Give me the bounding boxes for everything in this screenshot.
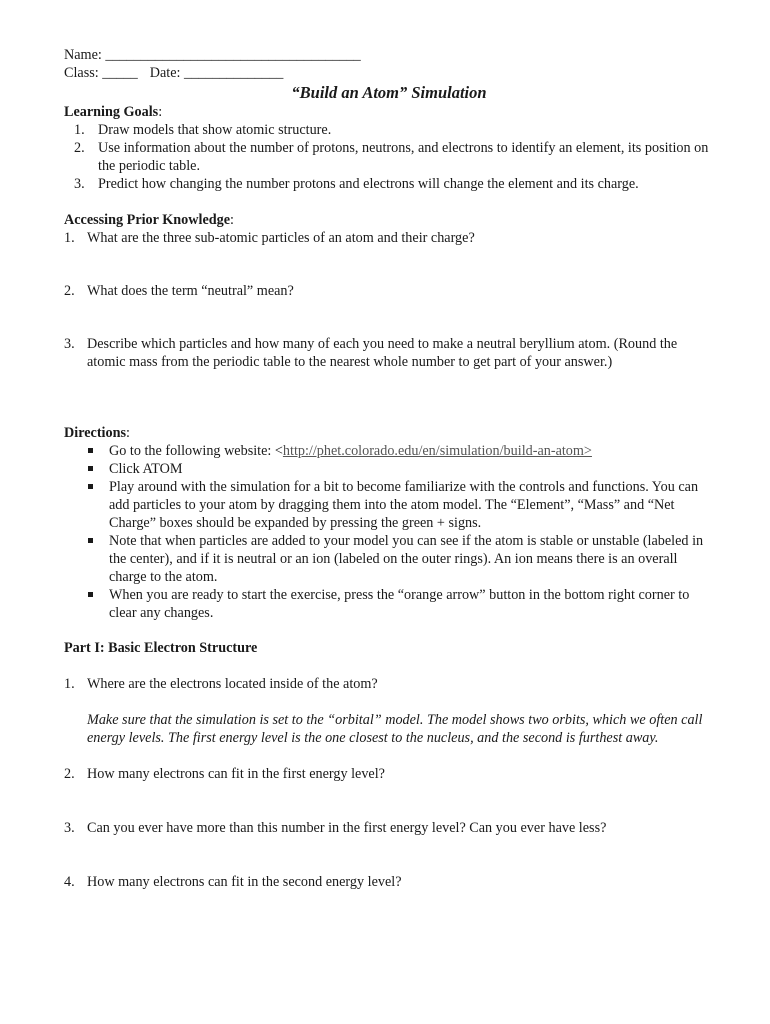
directions-heading — [64, 424, 714, 442]
part1-question-3 — [64, 819, 714, 837]
question-text: How many electrons can fit in the second energy level? — [87, 874, 402, 890]
question-number: 1. — [64, 230, 75, 246]
direction-item — [64, 442, 714, 460]
prior-question-1 — [64, 229, 714, 247]
learning-goal-item — [64, 121, 714, 139]
learning-goals-colon: : — [158, 104, 163, 120]
bullet-square-icon — [88, 538, 93, 543]
learning-goals-list — [64, 121, 714, 193]
question-text: What does the term “neutral” mean? — [87, 283, 294, 299]
class-date-line — [64, 64, 714, 82]
direction-item — [64, 460, 714, 478]
question-number: 3. — [64, 820, 75, 836]
date-blank: ______________ — [183, 65, 284, 81]
name-line — [64, 46, 714, 64]
page-title: “Build an Atom” Simulation — [291, 83, 487, 102]
goal-text: Predict how changing the number protons and electrons will change the element and its charge. — [98, 176, 639, 192]
bullet-square-icon — [88, 448, 93, 453]
class-label: Class: — [64, 65, 103, 81]
goal-text: Use information about the number of protons, neutrons, and electrons to identify an element, its position on the periodic table. — [98, 140, 709, 174]
prior-knowledge-heading-text: Accessing Prior Knowledge — [64, 212, 231, 228]
direction-text: When you are ready to start the exercise, press the “orange arrow” button in the bottom right corner to clear any changes. — [109, 587, 690, 621]
part1-heading-text: Part I: Basic Electron Structure — [64, 640, 258, 656]
question-text: Can you ever have more than this number in the first energy level? Can you ever have less? — [87, 820, 607, 836]
question-number: 1. — [64, 676, 75, 692]
question-text: Where are the electrons located inside of the atom? — [87, 676, 378, 692]
goal-number: 2. — [74, 140, 85, 156]
phet-website-link[interactable]: http://phet.colorado.edu/en/simulation/build-an-atom> — [282, 443, 592, 459]
prior-knowledge-heading — [64, 211, 714, 229]
part1-question-2 — [64, 765, 714, 783]
orbital-model-note: Make sure that the simulation is set to the “orbital” model. The model shows two orbits, which we often call energy levels. The first energy level is the one closest to the nucleus, and the second is furthest away. — [87, 712, 703, 746]
goal-text: Draw models that show atomic structure. — [98, 122, 332, 138]
name-label: Name: — [64, 47, 106, 63]
date-label: Date: — [149, 65, 184, 81]
prior-question-2 — [64, 282, 714, 300]
direction-text: Play around with the simulation for a bit to become familiarize with the controls and functions. You can add particles to your atom by dragging them into the atom model. The “Element”, “Mass” and “Net Charge” boxes should be expanded by pressing the green + signs. — [109, 479, 699, 531]
prior-knowledge-colon: : — [230, 212, 234, 228]
question-number: 3. — [64, 336, 75, 352]
part1-question-4 — [64, 873, 714, 891]
goal-number: 3. — [74, 176, 85, 192]
question-number: 2. — [64, 766, 75, 782]
directions-heading-text: Directions — [64, 425, 126, 441]
bullet-square-icon — [88, 592, 93, 597]
bullet-square-icon — [88, 484, 93, 489]
learning-goals-heading-text: Learning Goals — [64, 104, 159, 120]
directions-list — [64, 442, 714, 622]
direction-item — [64, 532, 714, 586]
question-text: How many electrons can fit in the first energy level? — [87, 766, 385, 782]
goal-number: 1. — [74, 122, 85, 138]
part1-heading — [64, 639, 714, 657]
direction-item — [64, 478, 714, 532]
worksheet-page — [64, 46, 714, 891]
question-text: What are the three sub-atomic particles of an atom and their charge? — [87, 230, 475, 246]
part1-question-1 — [64, 675, 714, 693]
direction-text: Note that when particles are added to your model you can see if the atom is stable or unstable (labeled in the center), and if it is neutral or an ion (labeled on the outer rings). An ion means there is an overall charge to the atom. — [109, 533, 704, 585]
learning-goals-heading — [64, 103, 714, 121]
bullet-square-icon — [88, 466, 93, 471]
learning-goal-item — [64, 139, 714, 175]
prior-question-3 — [64, 335, 714, 371]
direction-item — [64, 586, 714, 622]
question-text: Describe which particles and how many of each you need to make a neutral beryllium atom. (Round the atomic mass from the periodic table to the nearest whole number to get part of your answer.) — [87, 336, 678, 370]
name-blank: ____________________________________ — [105, 47, 361, 63]
class-blank: _____ — [102, 65, 138, 81]
directions-colon: : — [126, 425, 130, 441]
direction-text: Click ATOM — [109, 461, 183, 477]
question-number: 2. — [64, 283, 75, 299]
question-number: 4. — [64, 874, 75, 890]
direction-text: Go to the following website: < — [109, 443, 283, 459]
learning-goal-item — [64, 175, 714, 193]
